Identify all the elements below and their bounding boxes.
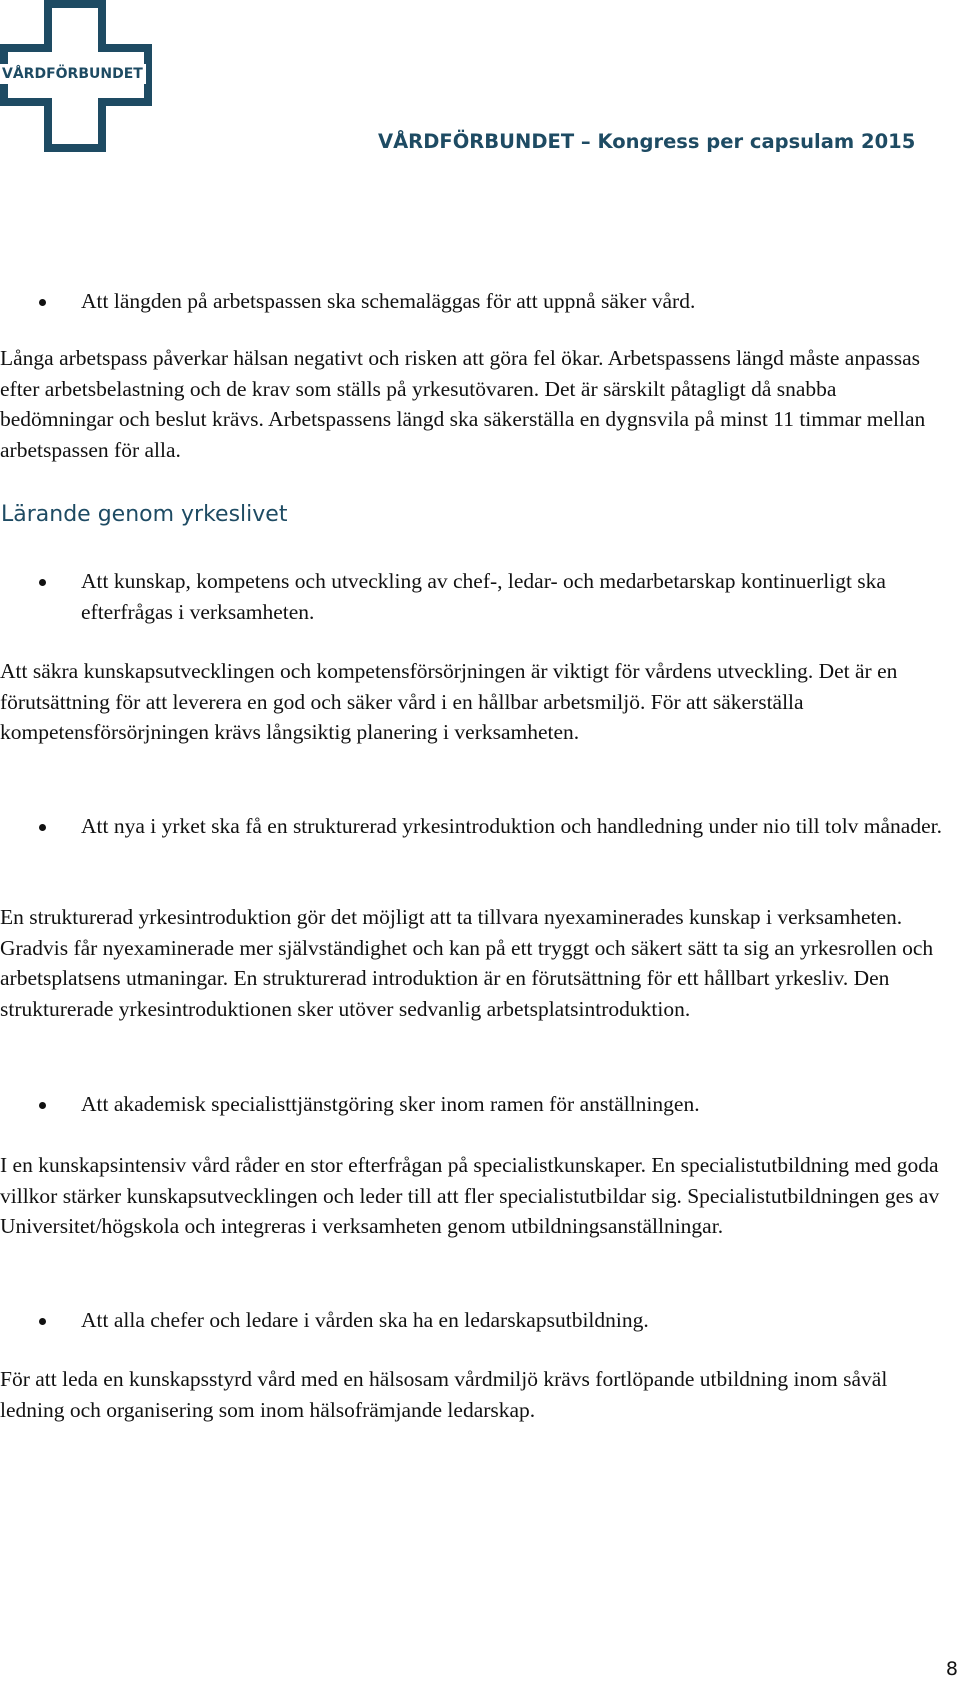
paragraph: För att leda en kunskapsstyrd vård med en hälsosam vårdmiljö krävs fortlöpande utbildning inom såväl ledning och organisering som inom hälsofrämjande ledarskap.: [0, 1367, 888, 1422]
list-item-text: Att alla chefer och ledare i vården ska ha en ledarskapsutbildning.: [81, 1308, 649, 1332]
bullet-icon: [39, 1102, 46, 1109]
logo-text: VÅRDFÖRBUNDET: [0, 64, 146, 84]
list-item-text: Att nya i yrket ska få en strukturerad yrkesintroduktion och handledning under nio till tolv månader.: [81, 814, 942, 838]
paragraph: Att säkra kunskapsutvecklingen och kompetensförsörjningen är viktigt för vårdens utveckling. Det är en förutsättning för att leverera en god och säker vård i en hållbar arbetsmiljö. För att säkerställa kompetensförsörjningen krävs långsiktig planering i verksamheten.: [0, 659, 898, 744]
list-item: [0, 1089, 950, 1120]
bullet-icon: [39, 1318, 46, 1325]
list-item-text: Att akademisk specialisttjänstgöring sker inom ramen för anställningen.: [81, 1092, 700, 1116]
list-item: [0, 811, 950, 842]
paragraph: Långa arbetspass påverkar hälsan negativt och risken att göra fel ökar. Arbetspassens längd måste anpassas efter arbetsbelastning och de krav som ställs på yrkesutövaren. Det är särskilt påtagligt då snabba bedömningar och beslut krävs. Arbetspassens längd ska säkerställa en dygnsvila på minst 11 timmar mellan arbetspassen för alla.: [0, 346, 926, 462]
paragraph: I en kunskapsintensiv vård råder en stor efterfrågan på specialistkunskaper. En specialistutbildning med goda villkor stärker kunskapsutvecklingen och leder till att fler specialistutbildar sig. Specialistutbildningen ges av Universitet/högskola och integreras i verksamheten genom utbildningsanställningar.: [0, 1153, 940, 1238]
list-item-text: Att längden på arbetspassen ska schemaläggas för att uppnå säker vård.: [81, 289, 696, 313]
list-item: [0, 286, 950, 317]
bullet-icon: [39, 299, 46, 306]
header-title: VÅRDFÖRBUNDET – Kongress per capsulam 2015: [378, 130, 916, 153]
list-item: [0, 1305, 950, 1336]
list-item: [0, 566, 950, 627]
list-item-text: Att kunskap, kompetens och utveckling av chef-, ledar- och medarbetarskap kontinuerligt ska efterfrågas i verksamheten.: [81, 569, 886, 624]
bullet-icon: [39, 579, 46, 586]
page-number: 8: [945, 1658, 958, 1680]
section-heading: Lärande genom yrkeslivet: [1, 502, 288, 527]
bullet-icon: [39, 824, 46, 831]
paragraph: En strukturerad yrkesintroduktion gör det möjligt att ta tillvara nyexaminerades kunskap i verksamheten. Gradvis får nyexaminerade mer självständighet och kan på ett tryggt och säkert sätt ta sig an yrkesrollen och arbetsplatsens utmaningar. En strukturerad introduktion är en förutsättning för ett hållbart yrkesliv. Den strukturerade yrkesintroduktionen sker utöver sedvanlig arbetsplatsintroduktion.: [0, 905, 934, 1021]
